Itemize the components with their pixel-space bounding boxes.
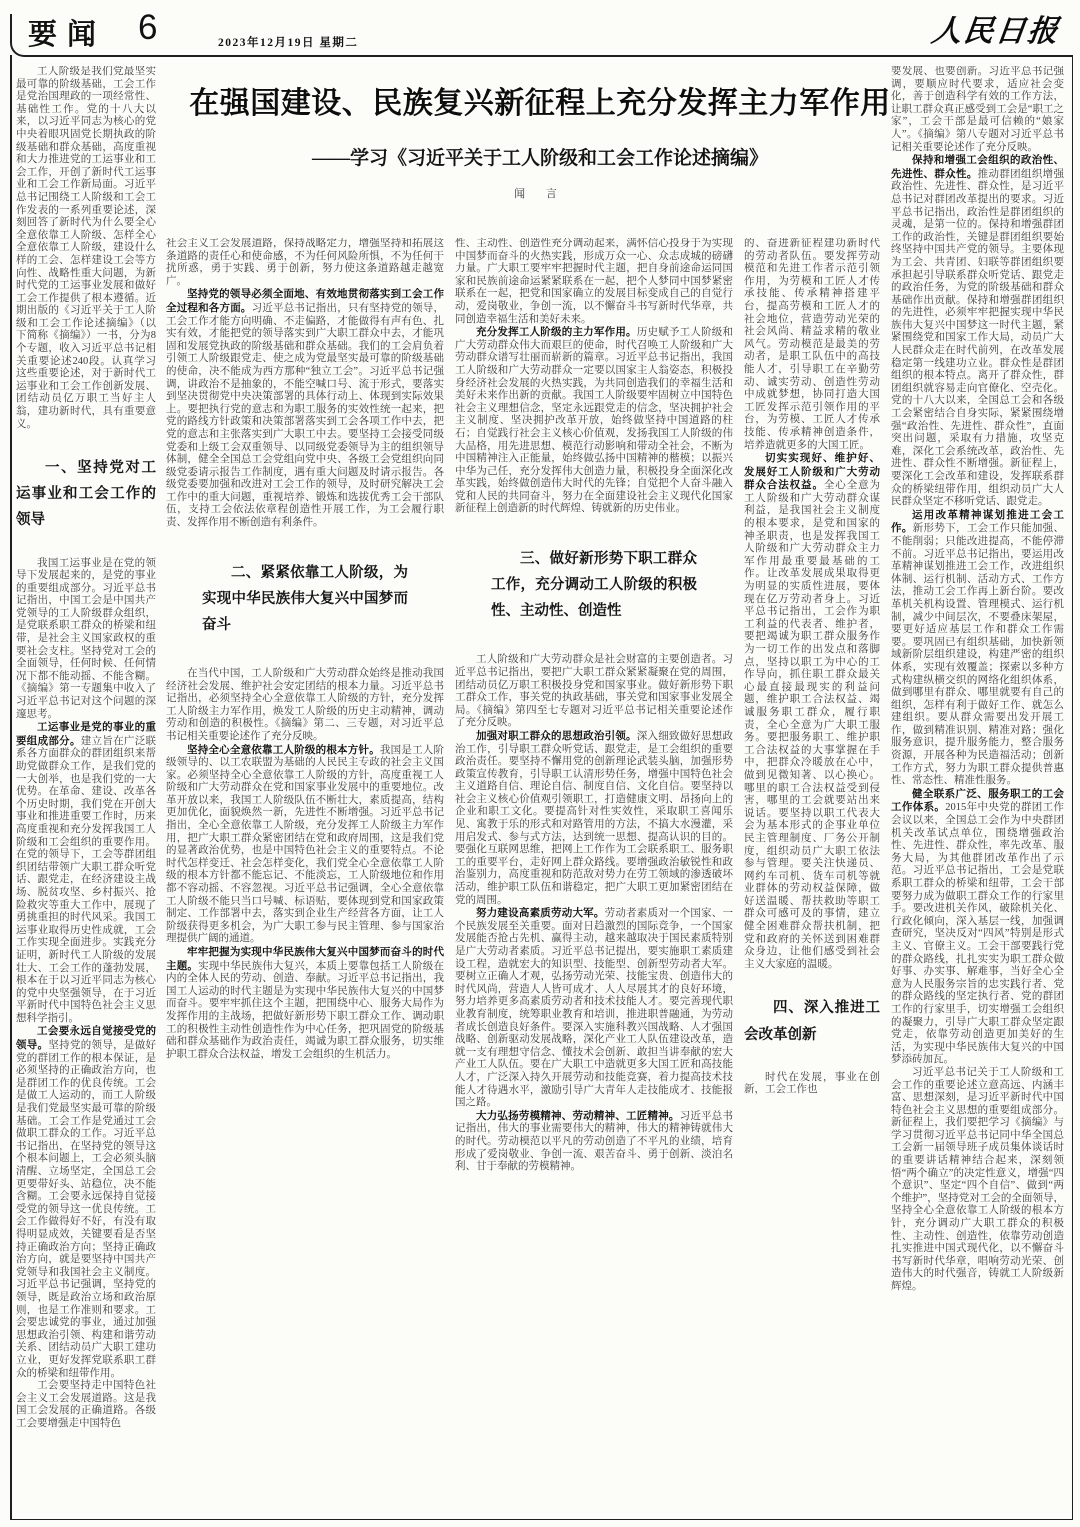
article-subtitle: ——学习《习近平关于工人阶级和工会工作论述摘编》 — [311, 148, 768, 169]
body-paragraph: 工人阶级是我们党最坚实最可靠的阶级基础，工会工作是党治国理政的一项经常性、基础性工作。党的十八大以来，以习近平同志为核心的党中央着眼巩固党长期执政的阶级基础和群众基础，高度重视和大力推进党的工运事业和工会工作，开创了新时代工运事业和工会工作新局面。习近平总书记围绕工人阶级和工会工作发表的一系列重要论述，深刻回答了新时代为什么要全心全意依靠工人阶级、怎样全心全意依靠工人阶级，建设什么样的工会、怎样建设工会等方向性、战略性重大问题，为新时代党的工运事业发展和做好工会工作提供了根本遵循。近期出版的《习近平关于工人阶级和工会工作论述摘编》（以下简称《摘编》）一书，分为8个专题，收入习近平总书记相关重要论述240段。认真学习这些重要论述，对于新时代工运事业和工会工作创新发展、团结动员亿万职工当好主人翁，建功新时代，具有重要意义。 — [16, 66, 156, 430]
body-paragraph: 在当代中国，工人阶级和广大劳动群众始终是推动我国经济社会发展、维护社会安定团结的根本力量。习近平总书记指出，必须坚持全心全意依靠工人阶级的方针，充分发挥工人阶级主力军作用，焕发工人阶级的历史主动精神，调动劳动和创造的积极性。《摘编》第二、三专题，对习近平总书记相关重要论述作了充分反映。 — [166, 667, 444, 742]
body-paragraph: 健全联系广泛、服务职工的工会工作体系。2015年中央党的群团工作会议以来，全国总工会作为中央群团机关改革试点单位，围绕增强政治性、先进性、群众性，率先改革、服务大局，为其他群团改革作出了示范。习近平总书记指出，工会是党联系职工群众的桥梁和纽带，工会干部要努力成为做职工群众工作的行家里手。要改进机关作风，破除机关化、行政化倾向，深入基层一线，加强调查研究，坚决反对“四风”特别是形式主义、官僚主义。工会干部要践行党的群众路线，扎扎实实为职工群众做好事、办实事、解难事，当好全心全意为人民服务宗旨的忠实践行者、党的群众路线的坚定执行者、党的群团工作的行家里手，切实增强工会组织的凝聚力，引导广大职工群众坚定跟党走，依靠劳动创造更加美好的生活，为实现中华民族伟大复兴的中国梦添砖加瓦。 — [891, 787, 1064, 1066]
text-column-1 — [16, 66, 156, 1514]
paragraph-lead: 大力弘扬劳模精神、劳动精神、工匠精神。 — [476, 1109, 680, 1122]
date-line: 2023年12月19日 星期二 — [218, 37, 359, 49]
header-rule — [10, 14, 1072, 57]
masthead-logo: 人民日报 — [929, 15, 1062, 48]
text-column-6 — [744, 238, 880, 1514]
paragraph-lead: 努力建设高素质劳动大军。 — [476, 907, 605, 920]
body-paragraph: 时代在发展，事业在创新，工会工作也 — [744, 1071, 880, 1096]
body-paragraph: 工运事业是党的事业的重要组成部分。建立旨在广泛联系各方面群众的群团组织来帮助党做群众工作，是我们党的一大创举，也是我们党的一大优势。在革命、建设、改革各个历史时期，我们党在开创大事业和推进重要工作时，历来高度重视和充分发挥我国工人阶级和工会组织的重要作用。在党的领导下，工会等群团组织团结带领广大职工群众听党话、跟党走，在经济建设主战场、脱贫攻坚、乡村振兴、抢险救灾等重大工作中，展现了勇挑重担的时代风采。我国工运事业取得历史性成就，工会工作实现全面进步。实践充分证明，新时代工人阶级的发展壮大、工会工作的蓬勃发展，根本在于以习近平同志为核心的党中央坚强领导，在于习近平新时代中国特色社会主义思想科学指引。 — [16, 721, 156, 1024]
body-paragraph: 努力建设高素质劳动大军。劳动者素质对一个国家、一个民族发展至关重要。面对日趋激烈的国际竞争，一个国家发展能否抢占先机、赢得主动，越来越取决于国民素质特别是广大劳动者素质。习近平总书记提出，要实施职工素质建设工程，造就宏大的知识型、技能型、创新型劳动者大军。要树立正确人才观，弘扬劳动光荣、技能宝贵、创造伟大的时代风尚，营造人人皆可成才、人人尽展其才的良好环境，努力培养更多高素质劳动者和技术技能人才。要完善现代职业教育制度，统筹职业教育和培训，推进职普融通，为劳动者成长创造良好条件。要深入实施科教兴国战略、人才强国战略、创新驱动发展战略，深化产业工人队伍建设改革，造就一支有理想守信念、懂技术会创新、敢担当讲奉献的宏大产业工人队伍。要在广大职工中造就更多大国工匠和高技能人才，广泛深入持久开展劳动和技能竞赛，着力提高技术技能人才待遇水平，激励引导广大青年人走技能成才、技能报国之路。 — [455, 907, 733, 1109]
paragraph-lead: 工会要永远自觉接受党的领导。 — [16, 1025, 156, 1052]
body-paragraph: 充分发挥工人阶级的主力军作用。历史赋予工人阶级和广大劳动群众伟大而艰巨的使命，时代召唤工人阶级和广大劳动群众谱写壮丽而崭新的篇章。习近平总书记指出，我国工人阶级和广大劳动群众一定要以国家主人翁姿态，积极投身经济社会发展的火热实践，为共同创造我们的幸福生活和美好未来作出新的贡献。我国工人阶级要牢固树立中国特色社会主义理想信念，坚定永远跟党走的信念，坚决拥护社会主义制度、坚决拥护改革开放，始终做坚持中国道路的柱石；自觉践行社会主义核心价值观，发扬我国工人阶级的伟大品格，用先进思想、模范行动影响和带动全社会，不断为中国精神注入正能量，始终做弘扬中国精神的楷模；以振兴中华为己任，充分发挥伟大创造力量，积极投身全面深化改革实践，始终做创造伟大时代的先锋；自觉把个人奋斗融入党和人民的共同奋斗，努力在全面建设社会主义现代化国家新征程上创造新的时代辉煌、铸就新的历史伟业。 — [455, 326, 733, 515]
body-paragraph: 性、主动性、创造性充分调动起来，满怀信心投身于为实现中国梦而奋斗的火热实践，形成万众一心、众志成城的磅礴力量。广大职工要牢牢把握时代主题，把自身前途命运同国家和民族前途命运紧紧联系在一起，把个人梦同中国梦紧密联系在一起，把党和国家确立的发展目标变成自己的自觉行动，爱岗敬业，争创一流，以不懈奋斗书写新时代华章，共同创造幸福生活和美好未来。 — [455, 238, 733, 325]
text-column-7 — [891, 66, 1064, 1514]
body-paragraph: 工会要永远自觉接受党的领导。坚持党的领导，是做好党的群团工作的根本保证，是必须坚持的正确政治方向，也是群团工作的优良传统。工会是做工人运动的，而工人阶级是我们党最坚实最可靠的阶级基础。工会工作是党通过工会做职工群众的工作。习近平总书记指出，在坚持党的领导这个根本问题上，工会必须头脑清醒、立场坚定，全国总工会更要带好头、站稳位，决不能含糊。工会要永远保持自觉接受党的领导这一优良传统。工会工作做得好不好，有没有取得明显成效，关键要看是否坚持正确政治方向；坚持正确政治方向，就是要坚持中国共产党领导和我国社会主义制度。习近平总书记强调，坚持党的领导，既是政治立场和政治原则，也是工作准则和要求。工会要忠诚党的事业，通过加强思想政治引领、构建和谐劳动关系、团结动员广大职工建功立业，更好发挥党联系职工群众的桥梁和纽带作用。 — [16, 1025, 156, 1379]
section-heading: 一、坚持党对工运事业和工会工作的领导 — [16, 460, 156, 529]
paragraph-lead: 坚持全心全意依靠工人阶级的根本方针。 — [187, 743, 380, 756]
body-paragraph: 坚持党的领导必须全面地、有效地贯彻落实到工会工作全过程和各方面。习近平总书记指出，只有坚持党的领导，工会工作才能方向明确、不走偏路，才能做得有声有色、扎实有效，才能把党的领导落实到广大职工群众中去，才能巩固和发展党执政的阶级基础和群众基础。我们的工会肩负着引领工人阶级跟党走、使之成为党最坚实最可靠的阶级基础的使命，决不能成为西方那种“独立工会”。习近平总书记强调，讲政治不是抽象的，不能空喊口号、流于形式，要落实到坚决贯彻党中央决策部署的具体行动上、体现到实际效果上。要把执行党的意志和为职工服务的实效性统一起来，把党的路线方针政策和决策部署落实到工会各项工作中去，把党的意志和主张落实到广大职工中去。要坚持工会接受同级党委和上级工会双重领导、以同级党委领导为主的组织领导体制，健全全国总工会党组向党中央、各级工会党组织向同级党委请示报告工作制度，遇有重大问题及时请示报告。各级党委要加强和改进对工会工作的领导，及时研究解决工会工作中的重大问题，重视培养、锻炼和选拔优秀工会干部队伍，支持工会依法依章程创造性开展工作，为工会履行职责、发挥作用不断创造有利条件。 — [166, 288, 444, 529]
body-paragraph: 坚持全心全意依靠工人阶级的根本方针。我国是工人阶级领导的、以工农联盟为基础的人民民主专政的社会主义国家。必须坚持全心全意依靠工人阶级的方针，高度重视工人阶级和广大劳动群众在党和国家事业发展中的重要地位。改革开放以来，我国工人阶级队伍不断壮大，素质提高，结构更加优化，面貌焕然一新，先进性不断增强。习近平总书记指出，全心全意依靠工人阶级，充分发挥工人阶级主力军作用，把广大职工群众紧密团结在党和政府周围，这是我们党的显著政治优势，也是中国特色社会主义的重要特点。不论时代怎样变迁、社会怎样变化，我们党全心全意依靠工人阶级的根本方针都不能忘记、不能淡忘，工人阶级地位和作用都不容动摇、不容忽视。习近平总书记强调，全心全意依靠工人阶级不能只当口号喊、标语贴，要体现到党和国家政策制定、工作部署中去，落实到企业生产经营各方面，让工人阶级获得更多机会，为广大职工参与民主管理、参与国家治理提供广阔的通道。 — [166, 743, 444, 945]
text-column-2-3 — [166, 238, 444, 1514]
body-paragraph: 牢牢把握为实现中华民族伟大复兴中国梦而奋斗的时代主题。实现中华民族伟大复兴，本质上要靠包括工人阶级在内的全体人民的劳动、创造、奉献。习近平总书记指出，我国工人运动的时代主题是为实现中华民族伟大复兴的中国梦而奋斗。要牢牢抓住这个主题，把围绕中心、服务大局作为发挥作用的主战场，把做好新形势下职工群众工作、调动职工的积极性主动性创造性作为中心任务，把巩固党的阶级基础和群众基础作为政治责任，竭诚为职工群众服务，切实维护职工群众合法权益，增发工会组织的生机活力。 — [166, 946, 444, 1060]
section-heading: 三、做好新形势下职工群众工作，充分调动工人阶级的积极性、主动性、创造性 — [491, 551, 697, 620]
paragraph-lead: 牢牢把握为实现中华民族伟大复兴中国梦而奋斗的时代主题。 — [166, 946, 444, 972]
article-byline: 闻 言 — [514, 188, 566, 200]
paragraph-lead: 切实实现好、维护好、发展好工人阶级和广大劳动群众合法权益。 — [744, 452, 880, 492]
body-paragraph: 切实实现好、维护好、发展好工人阶级和广大劳动群众合法权益。全心全意为工人阶级和广大劳动群众谋利益，是我国社会主义制度的根本要求，是党和国家的神圣职责，也是发挥我国工人阶级和广大劳动群众主力军作用最重要最基础的工作。让改革发展成果取得更为明显的实质性进展，要体现在亿万劳动者身上。习近平总书记指出，工会作为职工利益的代表者、维护者，要把竭诚为职工群众服务作为一切工作的出发点和落脚点，坚持以职工为中心的工作导向，抓住职工群众最关心最直接最现实的利益问题，维护职工合法权益、竭诚服务职工群众，履行职责，全心全意为广大职工服务。要把服务职工、维护职工合法权益的大事掌握在手中，把群众冷暖放在心中，做到见微知著、以心换心。哪里的职工合法权益受到侵害，哪里的工会就要站出来说话。要坚持以职工代表大会为基本形式的企事业单位民主管理制度、厂务公开制度，组织动员广大职工依法参与管理。要关注快递员、网约车司机、货车司机等就业群体的劳动权益保障，做好送温暖、帮扶救助等职工群众可感可及的事情，建立健全困难群众帮扶机制，把党和政府的关怀送到困难群众身边，让他们感受到社会主义大家庭的温暖。 — [744, 452, 880, 970]
paragraph-lead: 保持和增强工会组织的政治性、先进性、群众性。 — [891, 154, 1064, 180]
paragraph-lead: 健全联系广泛、服务职工的工会工作体系。 — [891, 787, 1064, 814]
text-column-4-5 — [455, 238, 733, 1514]
page-number: 6 — [138, 8, 158, 47]
paragraph-lead: 坚持党的领导必须全面地、有效地贯彻落实到工会工作全过程和各方面。 — [166, 288, 444, 314]
section-label: 要闻 — [28, 19, 107, 51]
paragraph-lead: 运用改革精神谋划推进工会工作。 — [891, 508, 1064, 535]
article-title: 在强国建设、民族复兴新征程上充分发挥主力军作用 — [189, 87, 891, 120]
headline-block — [166, 86, 914, 201]
body-paragraph: 要发展、也要创新。习近平总书记强调，要顺应时代要求，适应社会变化，善于创造科学有效的工作方法，让职工群众真正感受到工会是“职工之家”，工会干部是最可信赖的“娘家人”。《摘编》第八专题对习近平总书记相关重要论述作了充分反映。 — [891, 66, 1064, 153]
body-paragraph: 习近平总书记关于工人阶级和工会工作的重要论述立意高远、内涵丰富、思想深刻，是习近平新时代中国特色社会主义思想的重要组成部分。新征程上，我们要把学习《摘编》与学习贯彻习近平总书记同中华全国总工会新一届领导班子成员集体谈话时的重要讲话精神结合起来，深刻领悟“两个确立”的决定性意义，增强“四个意识”、坚定“四个自信”、做到“两个维护”，坚持党对工会的全面领导，坚持全心全意依靠工人阶级的根本方针，充分调动广大职工群众的积极性、主动性、创造性，依靠劳动创造扎实推进中国式现代化，以不懈奋斗书写新时代华章，唱响劳动光荣、创造伟大的时代强音，铸就工人阶级新辉煌。 — [891, 1066, 1064, 1292]
paragraph-lead: 加强对职工群众的思想政治引领。 — [476, 729, 637, 742]
body-paragraph: 我国工运事业是在党的领导下发展起来的，是党的事业的重要组成部分。习近平总书记指出，中国工会是中国共产党领导的工人阶级群众组织，是党联系职工群众的桥梁和纽带，是社会主义国家政权的重要社会支柱。坚持党对工会的全面领导，任何时候、任何情况下都不能动摇、不能含糊。《摘编》第一专题集中收入了习近平总书记对这个问题的深邃思考。 — [16, 557, 156, 720]
body-paragraph: 保持和增强工会组织的政治性、先进性、群众性。推动群团组织增强政治性、先进性、群众性，是习近平总书记对群团改革提出的要求。习近平总书记指出，政治性是群团组织的灵魂，是第一位的。保持和增强群团工作的政治性，关键是群团组织要始终坚持中国共产党的领导。主要体现为工会、共青团、妇联等群团组织要承担起引导联系群众听党话、跟党走的政治任务，为党的阶级基础和群众基础作出贡献。保持和增强群团组织的先进性，必须牢牢把握实现中华民族伟大复兴中国梦这一时代主题，紧紧围绕党和国家工作大局，动员广大人民群众走在时代前列，在改革发展稳定第一线建功立业。群众性是群团组织的根本特点。离开了群众性，群团组织就容易走向官僚化、空壳化。党的十八大以来，全国总工会和各级工会紧密结合自身实际，紧紧围绕增强“政治性、先进性、群众性”，直面突出问题，采取有力措施，攻坚克难，深化工会系统改革，政治性、先进性、群众性不断增强。新征程上，要深化工会改革和建设，发挥联系群众的桥梁纽带作用，组织动员广大人民群众坚定不移听党话、跟党走。 — [891, 154, 1064, 508]
paragraph-lead: 充分发挥工人阶级的主力军作用。 — [476, 326, 637, 339]
section-heading: 二、紧紧依靠工人阶级，为实现中华民族伟大复兴中国梦而奋斗 — [202, 564, 408, 633]
body-paragraph: 加强对职工群众的思想政治引领。深入细致做好思想政治工作，引导职工群众听党话、跟党走，是工会组织的重要政治责任。要坚持不懈用党的创新理论武装头脑，加强形势政策宣传教育，引导职工认清形势任务，增强中国特色社会主义道路自信、理论自信、制度自信、文化自信。要坚持以社会主义核心价值观引领职工，打造健康文明、昂扬向上的企业和职工文化。要提高针对性实效性，采取职工喜闻乐见、寓教于乐的形式和对路管用的方法，不搞大水漫灌，采用启发式、参与式方法，达到统一思想、提高认识的目的。要强化互联网思维，把网上工作作为工会联系职工、服务职工的重要平台，走好网上群众路线。要增强政治敏锐性和政治鉴别力，高度重视和防范敌对势力在劳工领域的渗透破坏活动，维护职工队伍和谐稳定，把广大职工更加紧密团结在党的周围。 — [455, 729, 733, 906]
body-paragraph: 工人阶级和广大劳动群众是社会财富的主要创造者。习近平总书记指出，要把广大职工群众紧紧凝聚在党的周围，团结动员亿万职工积极投身党和国家事业。做好新形势下职工群众工作，事关党的执政基础，事关党和国家事业发展全局。《摘编》第四至七专题对习近平总书记相关重要论述作了充分反映。 — [455, 654, 733, 729]
section-heading: 四、深入推进工会改革创新 — [744, 1000, 880, 1043]
body-paragraph: 运用改革精神谋划推进工会工作。新形势下，工会工作只能加强、不能削弱；只能改进提高，不能停滞不前。习近平总书记指出，要运用改革精神谋划推进工会工作，改进组织体制、运行机制、活动方式、工作方法，推动工会工作再上新台阶。要改革机关机构设置、管理模式、运行机制，减少中间层次，不要叠床架屋，要更好适应基层工作和群众工作需要。要巩固已有组织基础，加快新领域新阶层组织建设，构建严密的组织体系，实现有效覆盖；探索以多种方式构建纵横交织的网络化组织体系，做到哪里有群众、哪里就要有自己的组织，怎样有利于做好工作、就怎么建组织。要从群众需要出发开展工作，做到精准识别、精准对路；强化服务意识，提升服务能力，整合服务资源，开展各种为民造福活动；创新工作方式，努力为职工群众提供普惠性、常态性、精准性服务。 — [891, 508, 1064, 787]
body-paragraph: 社会主义工会发展道路，保持战略定力，增强坚持和拓展这条道路的责任心和使命感，不为任何风险所惧，不为任何干扰所惑，勇于实践、勇于创新，努力使这条道路越走越宽广。 — [166, 238, 444, 287]
body-paragraph: 大力弘扬劳模精神、劳动精神、工匠精神。习近平总书记指出，伟大的事业需要伟大的精神，伟大的精神铸就伟大的时代。劳动模范以平凡的劳动创造了不平凡的业绩，培育形成了爱岗敬业、争创一流、艰苦奋斗、勇于创新、淡泊名利、甘于奉献的劳模精神。 — [455, 1109, 733, 1173]
body-paragraph: 工会要坚持走中国特色社会主义工会发展道路。这是我国工会发展的正确道路。各级工会要增强走中国特色 — [16, 1380, 156, 1429]
body-paragraph: 的、奋进新征程建功新时代的劳动者队伍。要发挥劳动模范和先进工作者示范引领作用，为劳模和工匠人才传承技能、传承精神搭建平台，提高劳模和工匠人才的社会地位，营造劳动光荣的社会风尚、精益求精的敬业风气。劳动模范是最美的劳动者，是职工队伍中的高技能人才，引导职工在辛勤劳动、诚实劳动、创造性劳动中成就梦想，协同打造大国工匠发挥示范引领作用的平台，为劳模、工匠人才传承技能、传承精神创造条件，培养造就更多的大国工匠。 — [744, 238, 880, 451]
paragraph-lead: 工运事业是党的事业的重要组成部分。 — [16, 721, 156, 747]
